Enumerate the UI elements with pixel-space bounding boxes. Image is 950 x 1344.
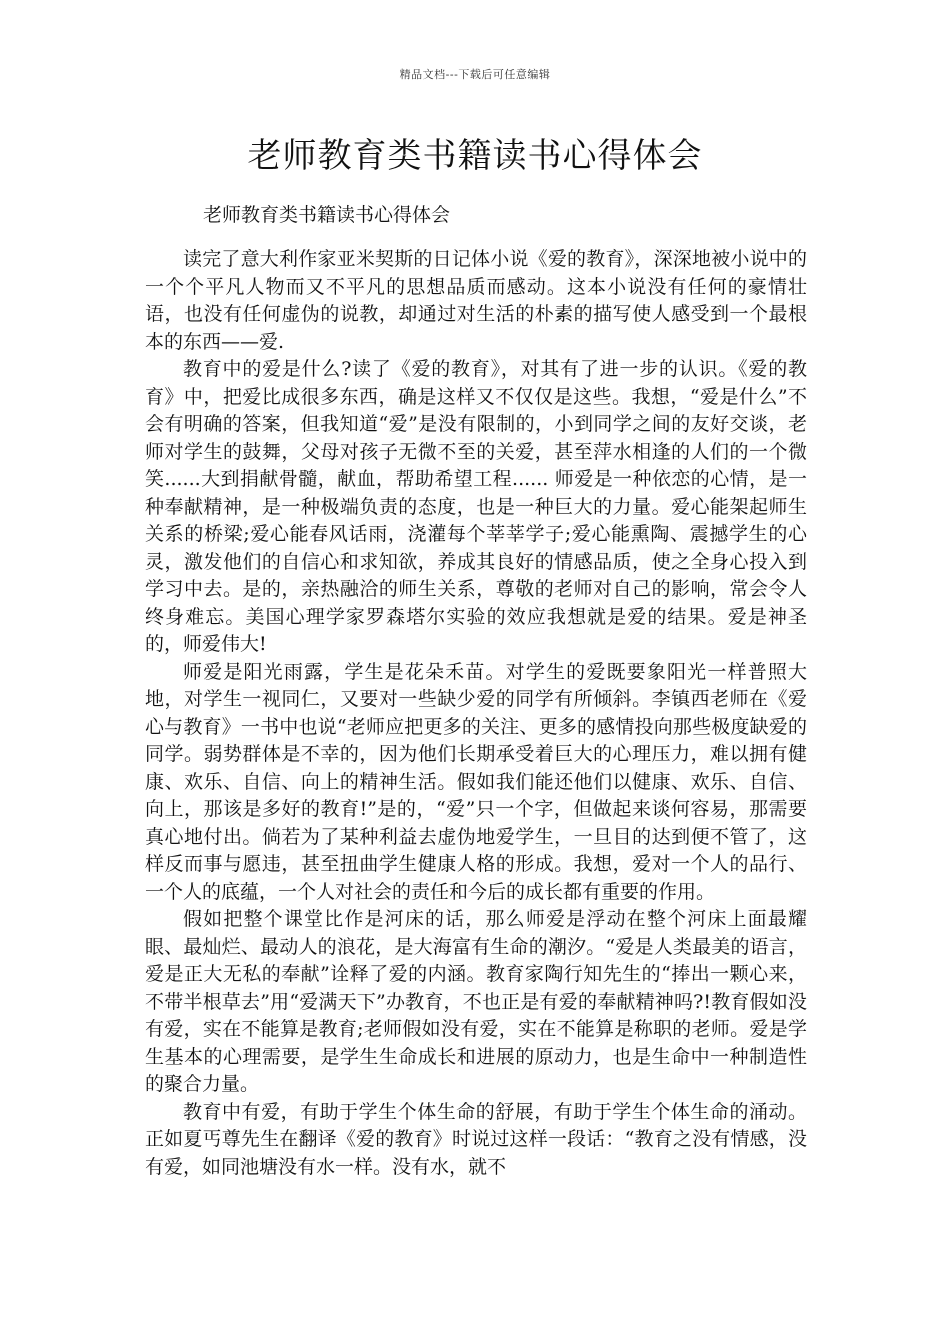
document-body [145,246,807,1181]
document-title: 老师教育类书籍读书心得体会 [247,136,703,176]
paragraph: 师爱是阳光雨露，学生是花朵禾苗。对学生的爱既要象阳光一样普照大地，对学生一视同仁，又要对一些缺少爱的同学有所倾斜。李镇西老师在《爱心与教育》一书中也说“老师应把更多的关注、更多的感情投向那些极度缺爱的同学。弱势群体是不幸的，因为他们长期承受着巨大的心理压力，难以拥有健康、欢乐、自信、向上的精神生活。假如我们能还他们以健康、欢乐、自信、向上，那该是多好的教育!”是的，“爱”只一个字，但做起来谈何容易，那需要真心地付出。倘若为了某种利益去虚伪地爱学生，一旦目的达到便不管了，这样反而事与愿违，甚至扭曲学生健康人格的形成。我想，爱对一个人的品行、一个人的底蕴，一个人对社会的责任和今后的成长都有重要的作用。 [145,660,807,903]
header-note: 精品文档---下载后可任意编辑 [399,68,551,81]
paragraph: 教育中的爱是什么?读了《爱的教育》，对其有了进一步的认识。《爱的教育》中，把爱比成很多东西，确是这样又不仅仅是这些。我想，“爱是什么”不会有明确的答案，但我知道“爱”是没有限制的，小到同学之间的友好交谈，老师对学生的鼓舞，父母对孩子无微不至的关爱，甚至萍水相逢的人们的一个微笑......大到捐献骨髓，献血，帮助希望工程...... 师爱是一种依恋的心情，是一种奉献精神，是一种极端负责的态度，也是一种巨大的力量。爱心能架起师生关系的桥梁;爱心能春风话雨，浇灌每个莘莘学子;爱心能熏陶、震撼学生的心灵，激发他们的自信心和求知欲，养成其良好的情感品质，使之全身心投入到学习中去。是的，亲热融洽的师生关系，尊敬的老师对自己的影响，常会令人终身难忘。美国心理学家罗森塔尔实验的效应我想就是爱的结果。爱是神圣的，师爱伟大! [145,358,807,655]
paragraph: 读完了意大利作家亚米契斯的日记体小说《爱的教育》，深深地被小说中的一个个平凡人物而又不平凡的思想品质而感动。这本小说没有任何的豪情壮语，也没有任何虚伪的说教，却通过对生活的朴素的描写使人感受到一个最根本的东西——爱. [145,248,807,353]
paragraph: 假如把整个课堂比作是河床的话，那么师爱是浮动在整个河床上面最耀眼、最灿烂、最动人的浪花，是大海富有生命的潮汐。“爱是人类最美的语言，爱是正大无私的奉献”诠释了爱的内涵。教育家陶行知先生的“捧出一颗心来，不带半根草去”用“爱满天下”办教育，不也正是有爱的奉献精神吗?!教育假如没有爱，实在不能算是教育;老师假如没有爱，实在不能算是称职的老师。爱是学生基本的心理需要，是学生生命成长和进展的原动力，也是生命中一种制造性的聚合力量。 [145,908,807,1095]
paragraph: 教育中有爱，有助于学生个体生命的舒展，有助于学生个体生命的涌动。正如夏丐尊先生在翻译《爱的教育》时说过这样一段话：“教育之没有情感，没有爱，如同池塘没有水一样。没有水，就不 [145,1100,807,1178]
document-subtitle: 老师教育类书籍读书心得体会 [203,204,451,226]
